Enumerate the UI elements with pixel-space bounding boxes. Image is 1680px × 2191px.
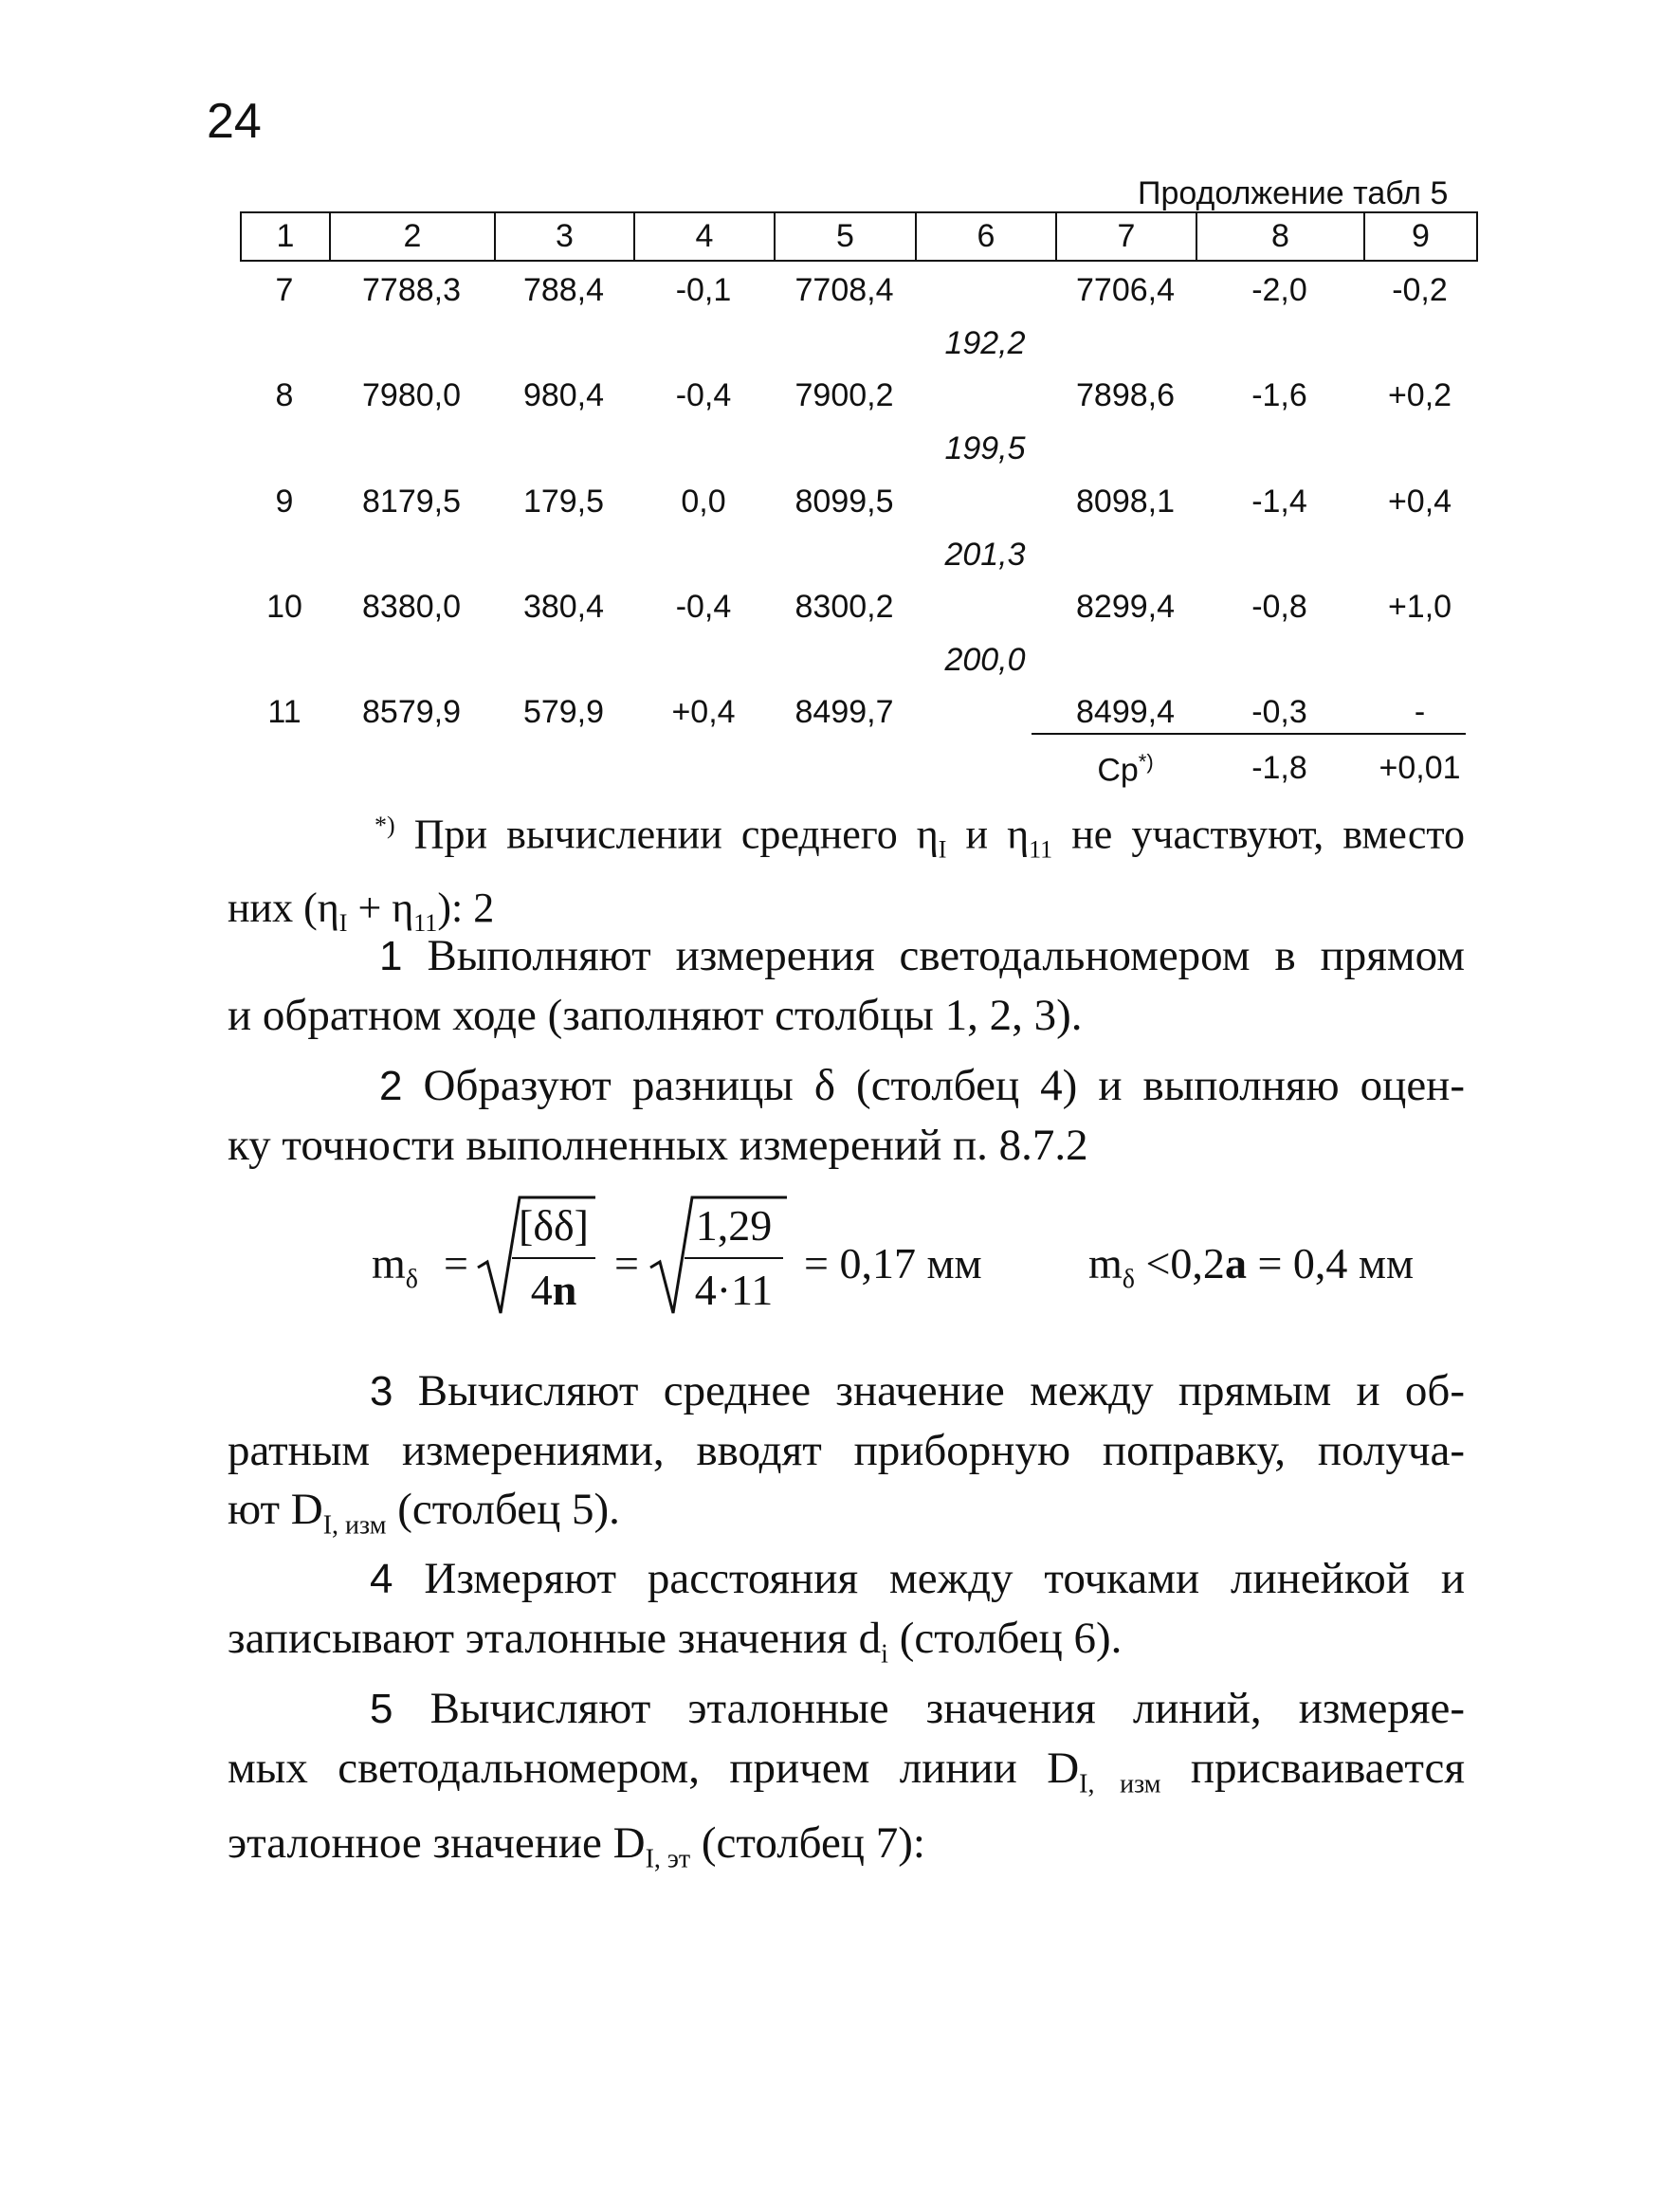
- formula-eq-2: =: [614, 1239, 639, 1287]
- cell-col-2: 7788,3: [362, 272, 461, 308]
- cell-col-2: 8579,9: [362, 694, 461, 730]
- cell-col-9: -0,2: [1392, 272, 1448, 308]
- header-col-6: 6: [917, 213, 1057, 260]
- cell-col-2: 8380,0: [362, 589, 461, 625]
- cell-col-1: 9: [275, 484, 294, 520]
- step-number: 1: [379, 933, 403, 979]
- cell-col-1: 7: [275, 272, 294, 308]
- fraction-2-numerator: 1,29: [695, 1201, 773, 1250]
- cell-col-9: +0,4: [1387, 484, 1452, 520]
- fraction-2-bar: [685, 1257, 783, 1259]
- cell-col-3: 579,9: [522, 694, 605, 730]
- cell-col-7: 7898,6: [1076, 377, 1175, 413]
- header-col-9: 9: [1365, 213, 1478, 260]
- cell-col-9: +1,0: [1387, 589, 1452, 625]
- step-number: 5: [370, 1686, 393, 1732]
- cell-col-4: 0,0: [681, 484, 726, 520]
- cell-col-4: -0,1: [675, 272, 732, 308]
- page-number: 24: [207, 94, 262, 149]
- header-col-1: 1: [242, 213, 331, 260]
- cell-col-4: -0,4: [675, 589, 732, 625]
- cell-col-2: 8179,5: [362, 484, 461, 520]
- formula-lhs: $m_\delta$: [372, 1239, 418, 1295]
- cell-col-4: +0,4: [671, 694, 736, 730]
- fraction-1-numerator: [δδ]: [519, 1201, 589, 1250]
- cell-col-5: 8499,7: [794, 694, 894, 730]
- cell-col-5: 8099,5: [794, 484, 894, 520]
- summary-col-8: -1,8: [1251, 750, 1307, 786]
- header-col-2: 2: [331, 213, 496, 260]
- cell-col-3: 980,4: [522, 377, 605, 413]
- cell-col-8: -0,3: [1251, 694, 1307, 730]
- cell-col-5: 7900,2: [794, 377, 894, 413]
- footnote-line-2: них $(\eta_I + \eta_{11})$: 2: [228, 885, 495, 938]
- interval-value: 200,0: [944, 642, 1026, 678]
- step-4: 4 Измеряют расстояния между точками линейкой и записывают эталонные значения $d_i$ (столбец 6).: [228, 1554, 1465, 1670]
- step-3: 3 Вычисляют среднее значение между прямым и об- ратным измерениями, вводят приборную поправку, получа- ют $D_{I, изм}$ (столбец 5).: [228, 1366, 1465, 1541]
- cell-col-5: 7708,4: [794, 272, 894, 308]
- cell-col-8: -2,0: [1251, 272, 1307, 308]
- table-header: [240, 211, 1478, 262]
- header-col-8: 8: [1197, 213, 1365, 260]
- step-2: 2 Образуют разницы δ (столбец 4) и выполняю оцен- ку точности выполненных измерений п. 8.7.2: [228, 1061, 1465, 1170]
- summary-col-9: +0,01: [1379, 750, 1461, 786]
- fraction-1-denominator: 4n: [530, 1266, 577, 1314]
- step-number: 3: [370, 1368, 393, 1415]
- summary-label: Ср*): [1097, 750, 1154, 789]
- cell-col-8: -1,4: [1251, 484, 1307, 520]
- formula-result: = 0,17 мм: [804, 1239, 982, 1287]
- cell-col-1: 11: [267, 694, 301, 730]
- formula-eq-1: =: [444, 1239, 468, 1287]
- cell-col-8: -0,8: [1251, 589, 1307, 625]
- table-caption: Продолжение табл 5: [1138, 175, 1449, 211]
- cell-col-7: 8499,4: [1076, 694, 1175, 730]
- cell-col-1: 10: [266, 589, 302, 625]
- cell-col-9: +0,2: [1387, 377, 1452, 413]
- cell-col-7: 7706,4: [1076, 272, 1175, 308]
- cell-col-8: -1,6: [1251, 377, 1307, 413]
- header-col-5: 5: [776, 213, 917, 260]
- interval-value: 201,3: [944, 537, 1026, 573]
- footnote-line-1: *) При вычислении среднего $\eta_I$ и $\eta_{11}$ не участвуют, вместо: [374, 811, 1465, 864]
- step-5: 5 Вычисляют эталонные значения линий, измеряе- мых светодальномером, причем линии $D_{I, изм}$ присваивается эталонное значение $D_{I, эт}$ (столбец 7):: [228, 1684, 1465, 1874]
- cell-col-3: 179,5: [522, 484, 605, 520]
- formula-condition: $m_\delta <0,2a = 0,4$ мм: [1088, 1239, 1415, 1295]
- header-col-3: 3: [496, 213, 635, 260]
- header-col-4: 4: [635, 213, 776, 260]
- fraction-2-denominator: 4·11: [694, 1266, 774, 1314]
- summary-divider: [1032, 733, 1466, 735]
- cell-col-2: 7980,0: [362, 377, 461, 413]
- cell-col-4: -0,4: [675, 377, 732, 413]
- header-col-7: 7: [1057, 213, 1197, 260]
- interval-value: 199,5: [944, 430, 1026, 466]
- step-number: 2: [379, 1063, 403, 1109]
- cell-col-5: 8300,2: [794, 589, 894, 625]
- cell-col-9: -: [1414, 694, 1426, 730]
- step-1: 1 Выполняют измерения светодальномером в прямом и обратном ходе (заполняют столбцы 1, 2, 3).: [228, 931, 1465, 1040]
- fraction-1-bar: [512, 1257, 595, 1259]
- cell-col-3: 788,4: [522, 272, 605, 308]
- cell-col-3: 380,4: [522, 589, 605, 625]
- cell-col-7: 8299,4: [1076, 589, 1175, 625]
- cell-col-1: 8: [275, 377, 294, 413]
- cell-col-7: 8098,1: [1076, 484, 1175, 520]
- interval-value: 192,2: [944, 325, 1026, 361]
- step-number: 4: [370, 1556, 393, 1602]
